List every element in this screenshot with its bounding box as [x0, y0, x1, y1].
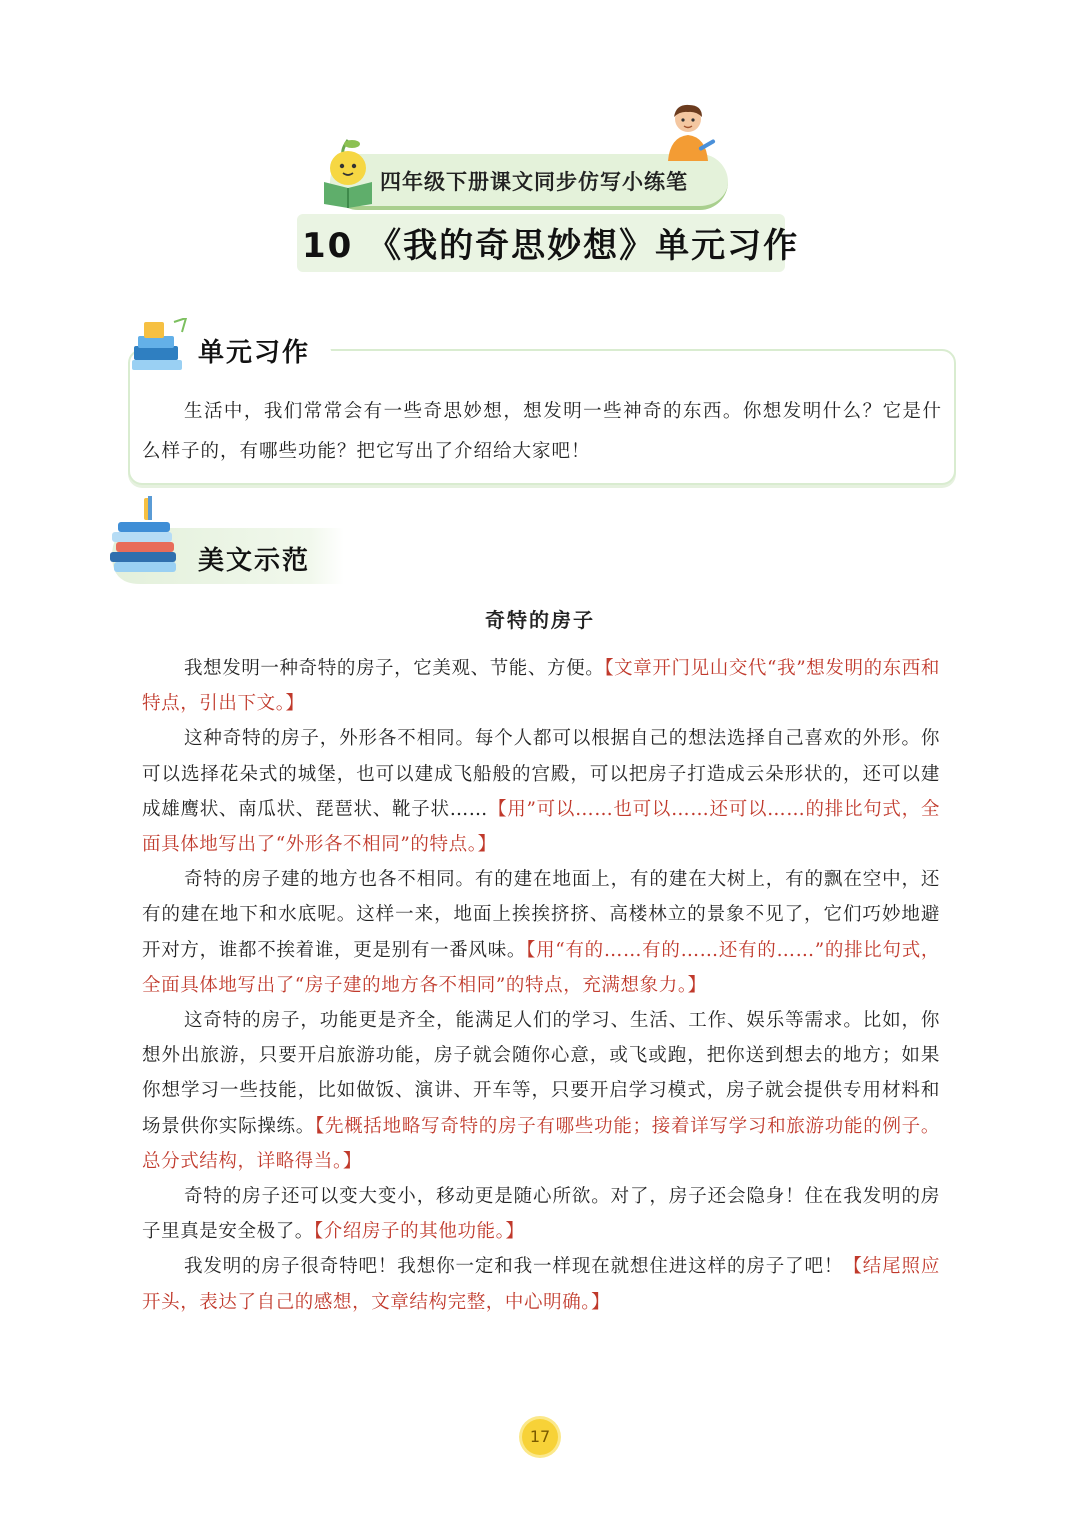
paragraph-text: 这种奇特的房子，外形各不相同。每个人都可以根据自己的想法选择自己喜欢的外形。你可以选择花朵式的城堡，也可以建成飞船般的宫殿，可以把房子打造成云朵形状的，还可以建成雄鹰状、南瓜状、琵琶状、靴子状……	[142, 728, 940, 820]
annotation-note: 【介绍房子的其他功能。】	[313, 1221, 525, 1243]
paragraph-text: 这奇特的房子，功能更是齐全，能满足人们的学习、生活、工作、娱乐等需求。比如，你想外出旅游，只要开启旅游功能，房子就会随你心意，或飞或跑，把你送到想去的地方；如果你想学习一些技能，比如做饭、演讲、开车等，只要开启学习模式，房子就会提供专用材料和场景供你实际操练。	[142, 1010, 940, 1137]
essay-title: 奇特的房子	[485, 608, 595, 632]
essay-paragraph	[142, 651, 940, 721]
paragraph-text: 我发明的房子很奇特吧！我想你一定和我一样现在就想住进这样的房子了吧！	[184, 1256, 844, 1278]
essay-paragraph	[142, 1003, 940, 1179]
essay-paragraph	[142, 1179, 940, 1249]
annotation-note: 【用“有的……有的……还有的……”的排比句式，全面具体地写出了“房子建的地方各不相同”的特点，充满想象力。】	[142, 939, 940, 996]
section-label-model-essay: 美文示范	[198, 546, 311, 576]
writing-prompt-text: 生活中，我们常常会有一些奇思妙想，想发明一些神奇的东西。你想发明什么？它是什么样子的，有哪些功能？把它写出了介绍给大家吧！	[142, 401, 942, 462]
annotation-note: 【先概括地略写奇特的房子有哪些功能；接着详写学习和旅游功能的例子。总分式结构，详略得当。】	[142, 1115, 940, 1172]
paragraph-text: 我想发明一种奇特的房子，它美观、节能、方便。	[184, 658, 605, 679]
series-banner-text: 四年级下册课文同步仿写小练笔	[380, 170, 688, 194]
annotation-note: 【用”可以……也可以……还可以……的排比句式，全面具体地写出了“外形各不相同”的特点。】	[142, 798, 940, 856]
book-pile-icon	[108, 496, 188, 580]
essay-paragraph	[142, 862, 940, 1003]
page-title: 10 《我的奇思妙想》单元习作	[302, 226, 800, 266]
section-label-unit-writing: 单元习作	[198, 338, 311, 368]
paragraph-text: 奇特的房子建的地方也各不相同。有的建在地面上，有的建在大树上，有的飘在空中，还有的建在地下和水底呢。这样一来，地面上挨挨挤挤、高楼林立的景象不见了，它们巧妙地避开对方，谁都不挨着谁，更是别有一番风味。	[142, 869, 940, 961]
lemon-mascot-icon	[318, 136, 380, 208]
annotation-note: 【文章开门见山交代“我”想发明的东西和特点，引出下文。】	[142, 658, 940, 715]
annotation-note: 【结尾照应开头，表达了自己的感想，文章结构完整，中心明确。】	[142, 1256, 940, 1313]
paragraph-text: 奇特的房子还可以变大变小，移动更是随心所欲。对了，房子还会隐身！住在我发明的房子里真是安全极了。	[142, 1186, 940, 1243]
essay-paragraph	[142, 721, 940, 862]
boy-writing-icon	[658, 103, 720, 169]
page-number-badge: 17	[522, 1419, 558, 1455]
book-stack-icon	[130, 318, 190, 376]
essay-body	[142, 651, 940, 1320]
essay-paragraph	[142, 1249, 940, 1319]
